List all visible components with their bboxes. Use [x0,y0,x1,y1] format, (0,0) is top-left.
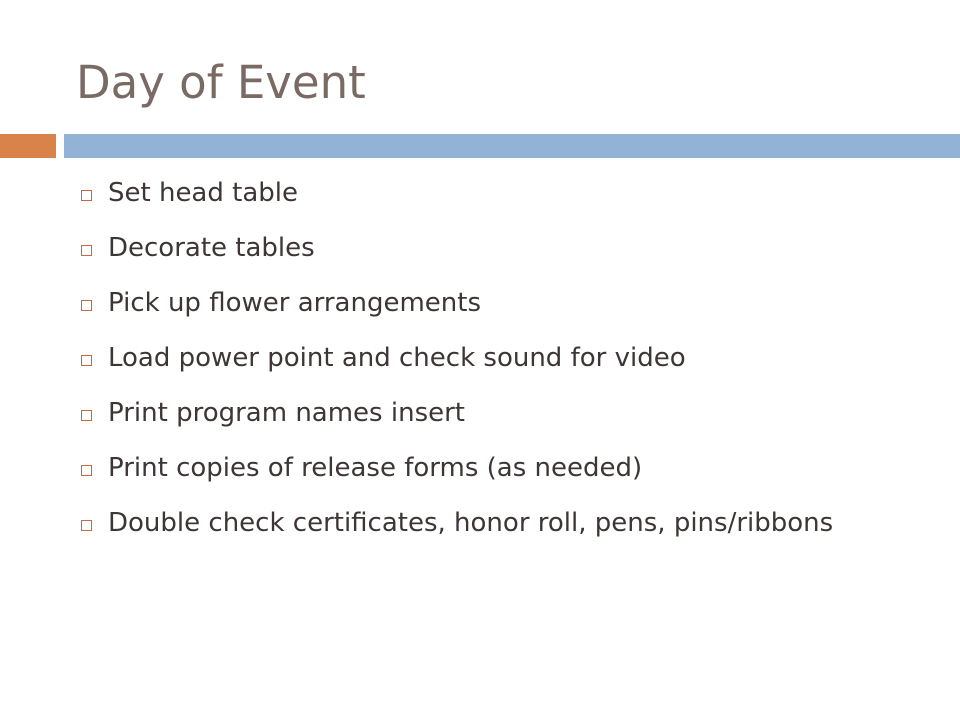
hollow-square-icon [81,410,92,421]
title-divider-bar [64,134,960,158]
bullet-item [76,506,936,540]
bullet-list [76,176,936,561]
bullet-item [76,341,936,375]
hollow-square-icon [81,300,92,311]
bullet-item [76,286,936,320]
hollow-square-icon [81,355,92,366]
hollow-square-icon [81,190,92,201]
bullet-item [76,176,936,210]
bullet-text: Load power point and check sound for video [108,343,686,373]
bullet-text: Pick up flower arrangements [108,288,482,318]
bullet-text: Double check certificates, honor roll, pens, pins/ribbons [108,508,834,538]
hollow-square-icon [81,465,92,476]
slide-title: Day of Event [76,56,366,109]
bullet-item [76,396,936,430]
hollow-square-icon [81,245,92,256]
bullet-text: Print program names insert [108,398,465,428]
bullet-text: Decorate tables [108,233,315,263]
bullet-text: Print copies of release forms (as needed) [108,453,643,483]
bullet-item [76,231,936,265]
title-accent-bar [0,134,56,158]
bullet-item [76,451,936,485]
bullet-text: Set head table [108,178,298,208]
hollow-square-icon [81,520,92,531]
